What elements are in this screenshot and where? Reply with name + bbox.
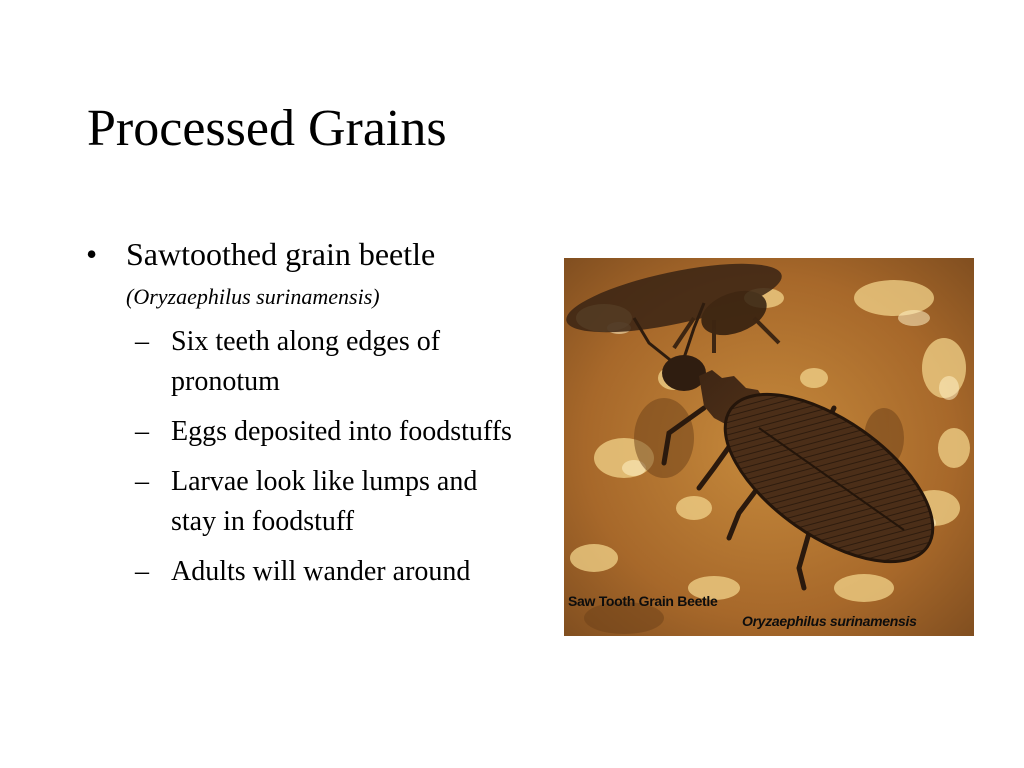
dash-marker: – bbox=[135, 556, 149, 587]
sub-bullet-item bbox=[135, 462, 521, 542]
photo-caption-scientific-name: Oryzaephilus surinamensis bbox=[742, 613, 917, 629]
sub-bullet-text: Eggs deposited into foodstuffs bbox=[171, 416, 512, 447]
photo-caption-common-name: Saw Tooth Grain Beetle bbox=[568, 593, 718, 609]
sub-bullet-text: Larvae look like lumps and stay in foodstuff bbox=[171, 466, 478, 537]
beetle-photo bbox=[564, 258, 974, 636]
bullet-text: Sawtoothed grain beetle bbox=[126, 236, 436, 272]
sub-bullet-item bbox=[135, 322, 521, 402]
sub-bullet-item bbox=[135, 552, 521, 592]
scientific-name: (Oryzaephilus surinamensis) bbox=[126, 284, 380, 309]
dash-marker: – bbox=[135, 466, 149, 497]
bullet-marker: • bbox=[86, 236, 98, 272]
sub-bullet-list bbox=[86, 322, 536, 592]
slide-body bbox=[86, 234, 536, 602]
sub-bullet-text: Six teeth along edges of pronotum bbox=[171, 326, 441, 397]
sub-bullet-text: Adults will wander around bbox=[171, 556, 471, 587]
dash-marker: – bbox=[135, 326, 149, 357]
beetle-image bbox=[564, 258, 974, 636]
dash-marker: – bbox=[135, 416, 149, 447]
bullet-item bbox=[86, 234, 536, 274]
slide-title: Processed Grains bbox=[87, 100, 447, 157]
sub-bullet-item bbox=[135, 412, 521, 452]
